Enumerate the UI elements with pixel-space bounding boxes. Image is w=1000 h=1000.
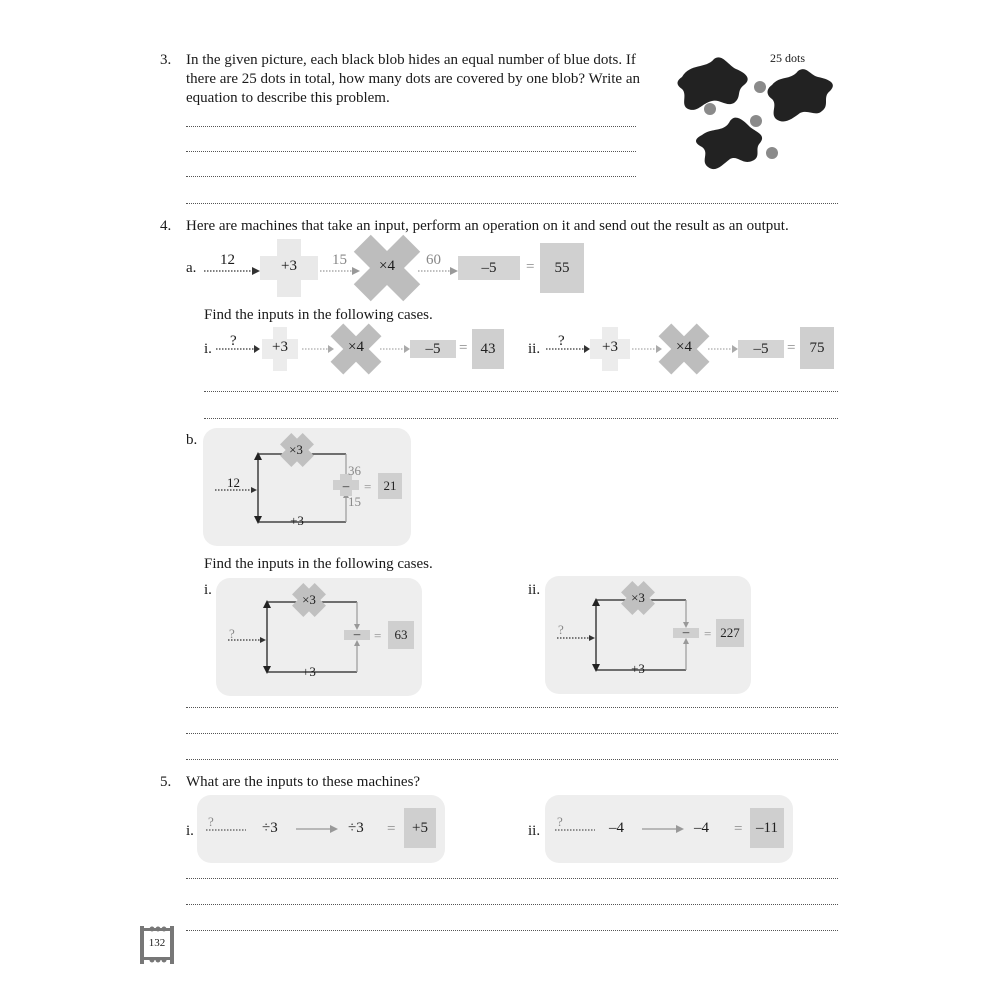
arrow bbox=[320, 267, 360, 275]
q4a-i-op1: +3 bbox=[272, 339, 288, 355]
q4a-i-op2: ×4 bbox=[348, 339, 364, 355]
answer-line bbox=[186, 759, 838, 760]
answer-line bbox=[186, 151, 636, 152]
q3-text-line3: equation to describe this problem. bbox=[186, 90, 390, 106]
q5-ii-output: –11 bbox=[750, 808, 784, 848]
arrow bbox=[204, 267, 260, 275]
arrow bbox=[546, 345, 590, 353]
arrow bbox=[380, 345, 410, 353]
answer-line bbox=[204, 418, 838, 419]
q3-text-line1: In the given picture, each black blob hides an equal number of blue dots. If bbox=[186, 52, 636, 68]
q4a-ii-op2: ×4 bbox=[676, 339, 692, 355]
q4a-i-label: i. bbox=[204, 341, 212, 357]
answer-line bbox=[186, 203, 838, 204]
answer-line bbox=[186, 904, 838, 905]
q4-text: Here are machines that take an input, perform an operation on it and send out the result as an output. bbox=[186, 218, 789, 234]
q3-text-line2: there are 25 dots in total, how many dots are covered by one blob? Write an bbox=[186, 71, 640, 87]
q5-ii-op2: –4 bbox=[694, 820, 709, 836]
q4b-ii-combine-op: – bbox=[682, 624, 690, 639]
q3-number: 3. bbox=[160, 52, 172, 68]
dotted-line bbox=[206, 828, 248, 832]
q4b-top-op: ×3 bbox=[289, 442, 303, 457]
q4a-i-output: 43 bbox=[472, 329, 504, 369]
black-blob bbox=[768, 69, 833, 121]
arrow bbox=[632, 345, 662, 353]
answer-line bbox=[186, 733, 838, 734]
q4a-i-input: ? bbox=[230, 333, 237, 349]
answer-line bbox=[186, 707, 838, 708]
q4b-equals: = bbox=[364, 479, 372, 494]
blue-dot bbox=[766, 147, 778, 159]
q4b-input: 12 bbox=[227, 475, 240, 490]
answer-line bbox=[186, 176, 636, 177]
q5-i-label: i. bbox=[186, 823, 194, 839]
q4a-ii-output: 75 bbox=[800, 327, 834, 369]
q4b-ii-output: 227 bbox=[716, 619, 744, 647]
arrow bbox=[708, 345, 738, 353]
q4b-i-input: ? bbox=[229, 626, 235, 641]
blob-picture bbox=[672, 55, 842, 185]
q4a-ii-op3: –5 bbox=[738, 340, 784, 358]
q4b-ii-top-op: ×3 bbox=[631, 590, 645, 605]
q4b-bottom-op: +3 bbox=[290, 513, 304, 528]
q5-ii-input: ? bbox=[557, 814, 563, 829]
blue-dot bbox=[754, 81, 766, 93]
q5-ii-op1: –4 bbox=[609, 820, 624, 836]
q4b-i-top-op: ×3 bbox=[302, 592, 316, 607]
q5-i-op2: ÷3 bbox=[348, 820, 364, 836]
q5-i-input: ? bbox=[208, 814, 214, 829]
blue-dot bbox=[704, 103, 716, 115]
arrow bbox=[302, 345, 334, 353]
page-number: 132 bbox=[148, 937, 166, 949]
blob-picture-label: 25 dots bbox=[770, 51, 806, 65]
q5-i-equals: = bbox=[387, 821, 396, 837]
q4b-i-equals: = bbox=[374, 628, 382, 643]
arrow bbox=[418, 267, 458, 275]
q4a-op1: +3 bbox=[281, 258, 297, 274]
q4b-ii-bottom-op: +3 bbox=[631, 661, 645, 676]
q4b-i-label: i. bbox=[204, 582, 212, 598]
q5-ii-label: ii. bbox=[528, 823, 541, 839]
answer-line bbox=[186, 930, 838, 931]
q4a-mid2: 60 bbox=[426, 252, 441, 268]
q4a-op3: –5 bbox=[458, 256, 520, 280]
q4b-i-combine-op: – bbox=[353, 626, 361, 641]
black-blob bbox=[678, 57, 748, 110]
q4b-i-output: 63 bbox=[388, 621, 414, 649]
q5-ii-equals: = bbox=[734, 821, 743, 837]
q4b-ii-label: ii. bbox=[528, 582, 541, 598]
q4b-bottom-value: 15 bbox=[348, 494, 361, 509]
arrow bbox=[296, 825, 338, 833]
dotted-line bbox=[555, 828, 597, 832]
q4b-ii-input: ? bbox=[558, 622, 564, 637]
q4a-equals: = bbox=[526, 259, 535, 275]
q4a-ii-label: ii. bbox=[528, 341, 541, 357]
q5-text: What are the inputs to these machines? bbox=[186, 774, 421, 790]
q5-number: 5. bbox=[160, 774, 172, 790]
answer-line bbox=[204, 391, 838, 392]
q4a-output: 55 bbox=[540, 243, 584, 293]
arrow bbox=[216, 345, 260, 353]
q4a-input: 12 bbox=[220, 252, 235, 268]
q4a-ii-op1: +3 bbox=[602, 339, 618, 355]
q5-i-output: +5 bbox=[404, 808, 436, 848]
q4b-find-text: Find the inputs in the following cases. bbox=[204, 556, 433, 572]
q4b-combine-op: – bbox=[342, 478, 350, 493]
q4-number: 4. bbox=[160, 218, 172, 234]
answer-line bbox=[186, 126, 636, 127]
q4b-output: 21 bbox=[378, 473, 402, 499]
q4a-label: a. bbox=[186, 260, 197, 276]
q4a-mid1: 15 bbox=[332, 252, 347, 268]
arrow bbox=[642, 825, 684, 833]
q4b-ii-equals: = bbox=[704, 626, 712, 641]
q5-i-op1: ÷3 bbox=[262, 820, 278, 836]
q4a-i-equals: = bbox=[459, 340, 468, 356]
q4b-i-bottom-op: +3 bbox=[302, 664, 316, 679]
q4b-label: b. bbox=[186, 432, 198, 448]
q4a-i-op3: –5 bbox=[410, 340, 456, 358]
q4b-top-value: 36 bbox=[348, 463, 361, 478]
blue-dot bbox=[750, 115, 762, 127]
q4a-op2: ×4 bbox=[379, 258, 395, 274]
q4a-find-text: Find the inputs in the following cases. bbox=[204, 307, 433, 323]
q4a-ii-equals: = bbox=[787, 340, 796, 356]
q4a-ii-input: ? bbox=[558, 333, 565, 349]
answer-line bbox=[186, 878, 838, 879]
